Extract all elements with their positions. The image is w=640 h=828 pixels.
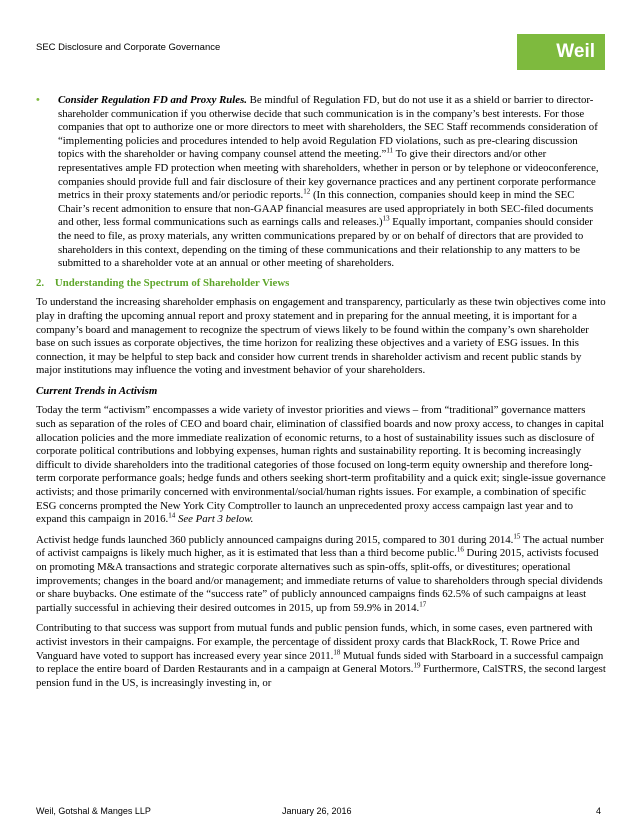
text: The actual number of activist campaigns is likely much higher, as it is estimated that less than a third become public. bbox=[36, 533, 604, 560]
bullet-text: Equally important, companies should consider the need to file, as proxy materials, any written communications prepared by or on behalf of directors that are provided to shareholders in this context, depending on the timing of these communications and their relationship to any matters to be submitted to a shareholder vote at an annual or other meeting of shareholders. bbox=[58, 216, 593, 270]
footnote-ref[interactable]: 19 bbox=[413, 661, 421, 670]
page-number: 4 bbox=[596, 806, 602, 816]
footnote-ref[interactable]: 12 bbox=[303, 187, 311, 196]
text: During 2015, activists focused on promoting M&A transactions and strategic corporate alternatives such as spin-offs, split-offs, or divestitures; operational improvements; changes in the board and/or management; and immediate returns of value to shareholders through special dividends or share buybacks. One estimate of the “success rate” of publicly announced campaigns finds 62.5% of such campaigns at least partially successful in achieving their desired outcomes in 2015, up from 59.9% in 2014. bbox=[36, 547, 603, 614]
footer-date: January 26, 2016 bbox=[282, 806, 352, 816]
bullet-lead: Consider Regulation FD and Proxy Rules. bbox=[58, 94, 247, 106]
footnote-ref[interactable]: 15 bbox=[513, 532, 521, 541]
footnote-ref[interactable]: 13 bbox=[382, 214, 390, 223]
section-heading: 2. Understanding the Spectrum of Shareholder Views bbox=[36, 276, 290, 289]
paragraph bbox=[36, 534, 606, 616]
bullet-text: To give their directors and/or other representatives ample FD protection when meeting with shareholders, whether in person or by telephone or videoconference, companies should provide full and fair disclosure of their key governance practices and any pertinent corporate performance metrics in their proxy statements and/or periodic reports. bbox=[58, 148, 599, 202]
bullet-text: Be mindful of Regulation FD, but do not use it as a shield or barrier to director-shareholder communication if you otherwise decide that such communication is in the company’s best interests. For those companies that opt to authorize one or more directors to meet with shareholders, the SEC Staff recommends consideration of “implementing policies and procedures intended to help avoid Regulation FD violations, such as pre-clearing discussion topics with the shareholder or having company counsel attend the meeting.” bbox=[58, 94, 598, 161]
cross-reference: See Part 3 below. bbox=[175, 513, 254, 526]
bullet-icon: • bbox=[36, 94, 40, 106]
footnote-ref[interactable]: 16 bbox=[456, 545, 464, 554]
running-header: SEC Disclosure and Corporate Governance bbox=[36, 42, 221, 53]
text: Furthermore, CalSTRS, the second largest pension fund in the US, is increasingly investing in, or bbox=[36, 663, 606, 689]
paragraph bbox=[36, 404, 606, 526]
page-body bbox=[36, 94, 606, 697]
text: Contributing to that success was support from mutual funds and public pension funds, which, in some cases, even partnered with activist investors in their campaigns. For example, the percentage of dissident proxy cards that BlackRock, T. Rowe Price and Vanguard have voted to support has increased every year since 2011. bbox=[36, 622, 593, 662]
footnote-ref[interactable]: 17 bbox=[419, 600, 427, 609]
text: Activist hedge funds launched 360 publicly announced campaigns during 2015, compared to 301 during 2014. bbox=[36, 533, 514, 546]
text: Mutual funds sided with Starboard in a successful campaign to replace the entire board of Darden Restaurants and in a campaign at General Motors. bbox=[36, 649, 604, 676]
bullet-text: (In this connection, companies should keep in mind the SEC Chair’s recent admonition to ensure that non-GAAP financial measures are used appropriately in both SEC-filed documents and other, less formal communications such as earnings calls and releases.) bbox=[58, 189, 594, 229]
section-paragraph: To understand the increasing shareholder emphasis on engagement and transparency, particularly as these twin objectives come into play in drafting the upcoming annual report and proxy statement and in preparing for the annual meeting, it is important for a company’s board and management to recognize the spectrum of views likely to be found within the company’s own shareholder base on such issues as corporate objectives, the time horizon for realizing these objectives and a variety of ESG issues. In this connection, it may be helpful to step back and consider how current trends in shareholder activism and recent public stands by major institutions may influence the voting and investment behavior of your shareholders. bbox=[36, 296, 606, 377]
footnote-ref[interactable]: 18 bbox=[333, 647, 341, 656]
subsection-heading: Current Trends in Activism bbox=[36, 384, 158, 397]
footer-firm: Weil, Gotshal & Manges LLP bbox=[36, 806, 151, 816]
paragraph bbox=[36, 622, 606, 690]
weil-logo: Weil bbox=[517, 34, 605, 70]
footnote-ref[interactable]: 11 bbox=[386, 146, 394, 155]
footnote-ref[interactable]: 14 bbox=[168, 511, 176, 520]
bullet-item bbox=[36, 94, 606, 271]
text: Today the term “activism” encompasses a wide variety of investor priorities and views – from “traditional” governance matters such as separation of the roles of CEO and board chair, elimination of classified boards and now proxy access, to changes in capital allocation policies and the more immediate realization of economic returns, to a host of sustainability issues such as disclosure of corporate political contributions and lobbying expenses, human rights and sustainability reporting. It is becoming increasingly difficult to divide shareholders into the traditional categories of those focused on long-term equity ownership and therefore long-term corporate performance goals; hedge funds and others seeking short-term profitability and a quick exit; single-issue governance activists; and those primarily concerned with environmental/social/human rights issues. For example, a combination of specific ESG concerns prompted the New York City Comptroller to launch an unprecedented proxy access campaign last year and to expand this campaign in 2016. bbox=[36, 404, 606, 526]
